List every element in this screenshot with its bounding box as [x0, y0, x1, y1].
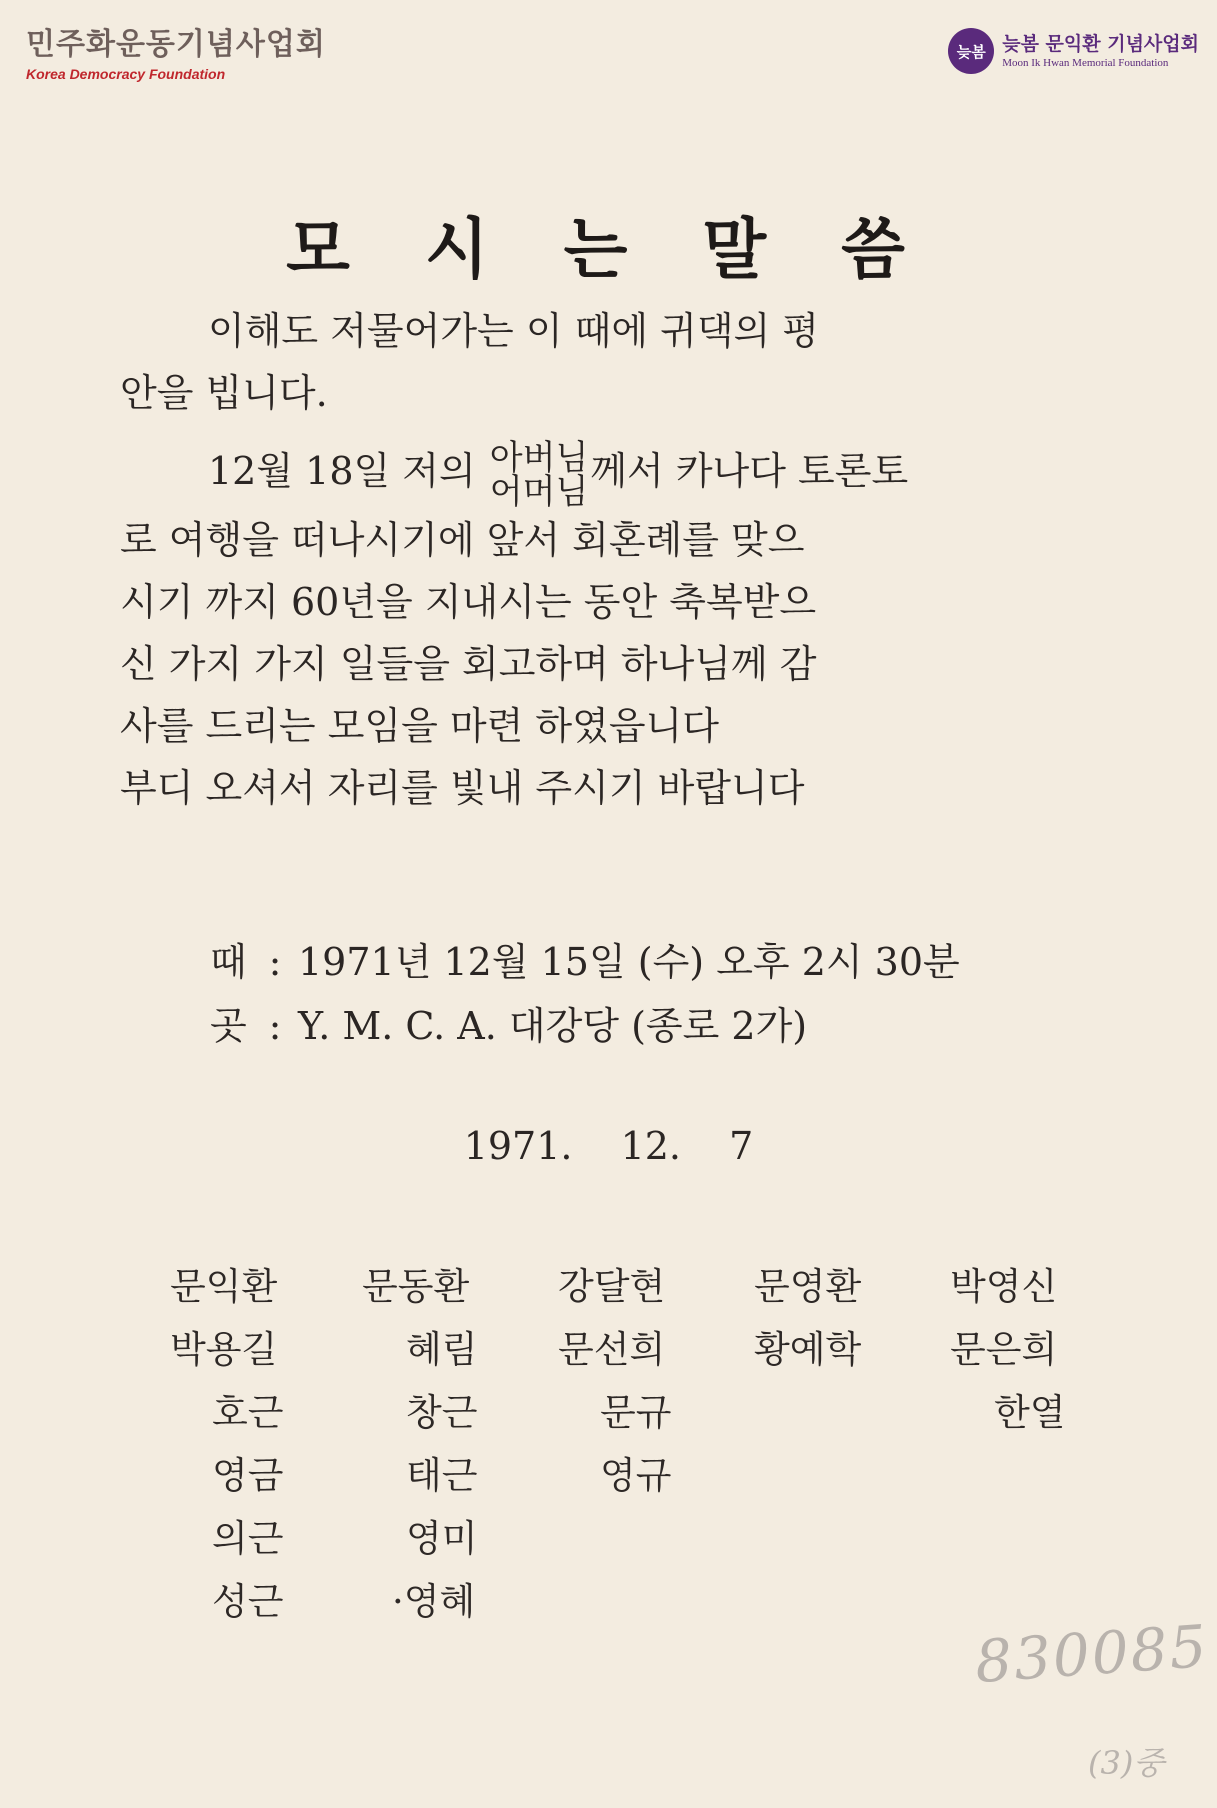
invitation-line: 부디 오셔서 자리를 빛내 주시기 바랍니다 — [120, 765, 805, 810]
event-time — [210, 930, 960, 994]
invitation-title: 모 시 는 말 씀 — [286, 211, 931, 288]
invitation-line: 사를 드리는 모임을 마련 하였읍니다 — [120, 703, 719, 748]
moon-logo-korean: 늦봄 문익환 기념사업회 — [1002, 33, 1199, 55]
family-name: 의근 — [212, 1517, 284, 1560]
family-name: 영금 — [212, 1454, 284, 1497]
family-name: 한열 — [994, 1391, 1066, 1434]
moon-ik-hwan-logo — [948, 28, 1199, 74]
invitation-line: 께서 카나다 토론토 — [590, 449, 909, 493]
issue-date — [0, 1124, 1217, 1168]
kdf-logo — [26, 28, 326, 82]
kdf-logo-english: Korea Democracy Foundation — [26, 66, 226, 82]
family-name: 문은희 — [950, 1328, 1058, 1371]
invitation-line: 신 가지 가지 일들을 회고하며 하나님께 감 — [120, 641, 817, 686]
family-name: 성근 — [212, 1580, 284, 1623]
event-place — [210, 994, 807, 1058]
invitation-line: 로 여행을 떠나시기에 앞서 회혼례를 맞으 — [120, 517, 805, 562]
family-name: 창근 — [406, 1391, 478, 1434]
greeting-line: 이해도 저물어가는 이 때에 귀댁의 평 — [208, 309, 820, 353]
parents-father: 아버님 — [489, 437, 589, 478]
family-name: 황예학 — [754, 1328, 862, 1371]
place-colon: : — [268, 1004, 282, 1048]
family-name: 박영신 — [950, 1265, 1058, 1308]
parents-mother: 어머님 — [489, 471, 589, 512]
time-value: 1971년 12월 15일 (수) 오후 2시 30분 — [298, 940, 960, 984]
family-name: 문익환 — [170, 1265, 278, 1308]
family-name: 문선희 — [558, 1328, 666, 1371]
family-name: 문규 — [600, 1391, 672, 1434]
family-name: 박용길 — [170, 1328, 278, 1371]
archive-number: 830085 — [972, 1611, 1211, 1697]
kdf-logo-korean: 민주화운동기념사업회 — [26, 27, 326, 62]
family-name: 강달현 — [558, 1265, 666, 1308]
family-name: 문동환 — [362, 1265, 470, 1308]
family-name: 문영환 — [754, 1265, 862, 1308]
family-name: 영규 — [600, 1454, 672, 1497]
moon-logo-english: Moon Ik Hwan Memorial Foundation — [1002, 57, 1169, 69]
invitation-paragraph — [120, 437, 1080, 819]
time-colon: : — [268, 940, 282, 984]
place-label: 곳 — [210, 1004, 247, 1048]
invitation-line: 시기 까지 60년을 지내시는 동안 축복받으 — [120, 579, 817, 624]
greeting-paragraph — [120, 300, 1080, 424]
greeting-line: 안을 빕니다. — [120, 371, 328, 415]
neutbom-emblem-icon: 늦봄 — [948, 28, 994, 74]
family-name: 영미 — [406, 1517, 478, 1560]
invitation-line: 12월 18일 저의 — [208, 449, 476, 493]
place-value: Y. M. C. A. 대강당 (종로 2가) — [298, 1004, 808, 1048]
issue-year: 1971. — [463, 1124, 573, 1168]
issue-month: 12. — [620, 1124, 682, 1168]
parents-stack — [489, 437, 589, 512]
family-name: 태근 — [406, 1454, 478, 1497]
family-name: 호근 — [212, 1391, 284, 1434]
time-label: 때 — [210, 940, 247, 984]
family-name: 혜림 — [406, 1328, 478, 1371]
archive-note: (3)중 — [1088, 1744, 1165, 1782]
issue-day: 7 — [729, 1124, 754, 1168]
family-name: ·영혜 — [392, 1580, 476, 1623]
